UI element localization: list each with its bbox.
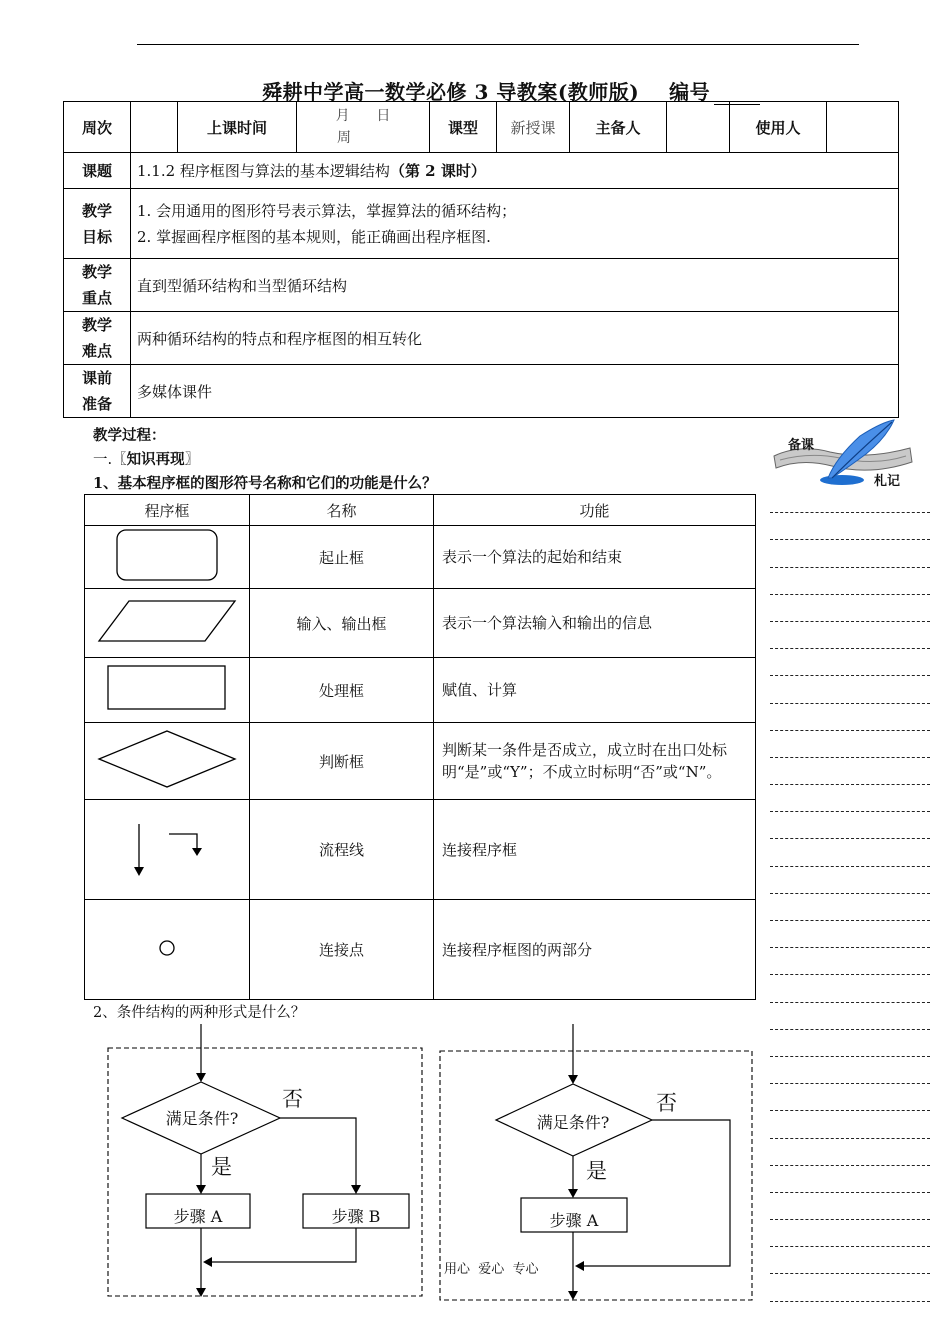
note-line xyxy=(770,568,930,595)
week-value xyxy=(131,102,178,153)
preparer-value xyxy=(667,102,730,153)
process-heading: 教学过程： xyxy=(93,427,166,444)
time-value xyxy=(297,102,430,153)
symbol-function: 连接程序框 xyxy=(434,800,756,900)
question-2: 2、条件结构的两种形式是什么？ xyxy=(93,1005,306,1021)
symbol-name: 流程线 xyxy=(250,800,434,900)
goals-label xyxy=(64,189,131,259)
table-row xyxy=(85,723,756,800)
question-1: 1、基本程序框的图形符号名称和它们的功能是什么？ xyxy=(93,475,437,492)
left-condition-label: 满足条件? xyxy=(165,1109,239,1128)
symbol-cell xyxy=(85,658,250,723)
symbol-function: 表示一个算法输入和输出的信息 xyxy=(434,589,756,658)
day-label: 日 xyxy=(376,108,391,124)
symbol-name: 处理框 xyxy=(250,658,434,723)
notes-logo xyxy=(770,418,918,490)
symbol-function: 表示一个算法的起始和结束 xyxy=(434,526,756,589)
symbol-function: 判断某一条件是否成立，成立时在出口处标明“是”或“Y”；不成立时标明“否”或“N”。 xyxy=(434,723,756,800)
lesson-info-table xyxy=(63,101,899,418)
note-line xyxy=(770,1003,930,1030)
section1-title: 知识再现 xyxy=(126,451,185,468)
note-line xyxy=(770,1057,930,1084)
note-line xyxy=(770,1139,930,1166)
note-line xyxy=(770,704,930,731)
note-line xyxy=(770,1274,930,1301)
prep-label-line2: 准备 xyxy=(81,395,112,413)
note-line xyxy=(770,758,930,785)
top-rule xyxy=(137,44,859,45)
note-line xyxy=(770,731,930,758)
note-line xyxy=(770,513,930,540)
note-line xyxy=(770,812,930,839)
notes-lines xyxy=(770,486,930,1302)
time-label: 上课时间 xyxy=(178,102,297,153)
note-line xyxy=(770,1166,930,1193)
left-no-label: 否 xyxy=(282,1087,303,1111)
connector-icon xyxy=(152,933,182,963)
note-line xyxy=(770,676,930,703)
table-row xyxy=(85,526,756,589)
topic-label: 课题 xyxy=(64,153,131,189)
left-step-b: 步骤 B xyxy=(331,1207,381,1226)
topic-value xyxy=(131,153,899,189)
difficulty-label-line2: 难点 xyxy=(81,342,112,360)
note-line xyxy=(770,839,930,866)
symbol-cell xyxy=(85,723,250,800)
right-condition-label: 满足条件? xyxy=(536,1113,610,1132)
note-line xyxy=(770,486,930,513)
table-row xyxy=(85,900,756,1000)
note-line xyxy=(770,785,930,812)
goal-item: 2. 掌握画程序框图的基本规则，能正确画出程序框图. xyxy=(137,227,491,246)
symbol-cell xyxy=(85,800,250,900)
note-line xyxy=(770,1030,930,1057)
prep-label-line1: 课前 xyxy=(81,369,112,387)
symbol-cell xyxy=(85,589,250,658)
week-label: 周次 xyxy=(64,102,131,153)
user-value xyxy=(827,102,899,153)
difficulty-label-line1: 教学 xyxy=(81,316,112,334)
symbol-function: 连接程序框图的两部分 xyxy=(434,900,756,1000)
io-box-icon xyxy=(97,599,237,643)
symbol-name: 连接点 xyxy=(250,900,434,1000)
symbol-name: 输入、输出框 xyxy=(250,589,434,658)
logo-text-1: 备课 xyxy=(788,438,815,453)
note-line xyxy=(770,1193,930,1220)
focus-label-line1: 教学 xyxy=(81,263,112,281)
note-line xyxy=(770,540,930,567)
note-line xyxy=(770,622,930,649)
type-value: 新授课 xyxy=(497,102,570,153)
difficulty-value: 两种循环结构的特点和程序框图的相互转化 xyxy=(131,312,899,365)
prep-value: 多媒体课件 xyxy=(131,365,899,418)
right-step-a: 步骤 A xyxy=(549,1211,599,1230)
left-step-a: 步骤 A xyxy=(173,1207,223,1226)
symbol-cell xyxy=(85,526,250,589)
table-row xyxy=(85,589,756,658)
flow-line-icon xyxy=(117,818,217,878)
preparer-label: 主备人 xyxy=(570,102,667,153)
type-label: 课型 xyxy=(430,102,497,153)
note-line xyxy=(770,649,930,676)
topic-suffix: （第 2 课时） xyxy=(389,162,486,180)
header-box: 程序框 xyxy=(85,495,250,526)
note-line xyxy=(770,1111,930,1138)
symbol-cell xyxy=(85,900,250,1000)
title-text: 舜耕中学高一数学必修 3 导教案(教师版) xyxy=(262,80,640,104)
focus-value: 直到型循环结构和当型循环结构 xyxy=(131,259,899,312)
note-line xyxy=(770,1084,930,1111)
header-name: 名称 xyxy=(250,495,434,526)
section1-suffix: 〗 xyxy=(184,452,200,468)
symbol-name: 判断框 xyxy=(250,723,434,800)
note-line xyxy=(770,921,930,948)
note-line xyxy=(770,1220,930,1247)
goals-value xyxy=(131,189,899,259)
right-no-label: 否 xyxy=(656,1091,677,1115)
note-line xyxy=(770,975,930,1002)
table-row xyxy=(85,800,756,900)
user-label: 使用人 xyxy=(730,102,827,153)
note-line xyxy=(770,948,930,975)
left-yes-label: 是 xyxy=(211,1155,232,1179)
note-line xyxy=(770,867,930,894)
logo-text-2: 札记 xyxy=(874,474,901,489)
goal-item: 1. 会用通用的图形符号表示算法，掌握算法的循环结构； xyxy=(137,201,517,220)
symbol-function: 赋值、计算 xyxy=(434,658,756,723)
footer-text: 用心 爱心 专心 xyxy=(444,1258,539,1277)
note-line xyxy=(770,595,930,622)
section1-heading xyxy=(93,448,199,469)
note-line xyxy=(770,1247,930,1274)
process-box-icon xyxy=(106,664,228,712)
if-else-flowchart xyxy=(100,1024,430,1300)
header-function: 功能 xyxy=(434,495,756,526)
goals-label-line1: 教学 xyxy=(81,201,112,220)
weekday-label: 周 xyxy=(337,130,351,146)
section1-prefix: 一.〖 xyxy=(93,452,127,468)
decision-box-icon xyxy=(97,729,237,789)
goals-label-line2: 目标 xyxy=(81,227,112,246)
prep-label xyxy=(64,365,131,418)
note-line xyxy=(770,894,930,921)
symbol-name: 起止框 xyxy=(250,526,434,589)
symbols-table xyxy=(84,494,756,1000)
topic-text: 1.1.2 程序框图与算法的基本逻辑结构 xyxy=(137,162,390,180)
table-row xyxy=(85,658,756,723)
month-label: 月 xyxy=(335,108,350,124)
number-label: 编号 xyxy=(669,80,711,104)
difficulty-label xyxy=(64,312,131,365)
terminal-box-icon xyxy=(112,527,222,583)
right-yes-label: 是 xyxy=(586,1159,607,1183)
focus-label-line2: 重点 xyxy=(81,289,112,307)
focus-label xyxy=(64,259,131,312)
